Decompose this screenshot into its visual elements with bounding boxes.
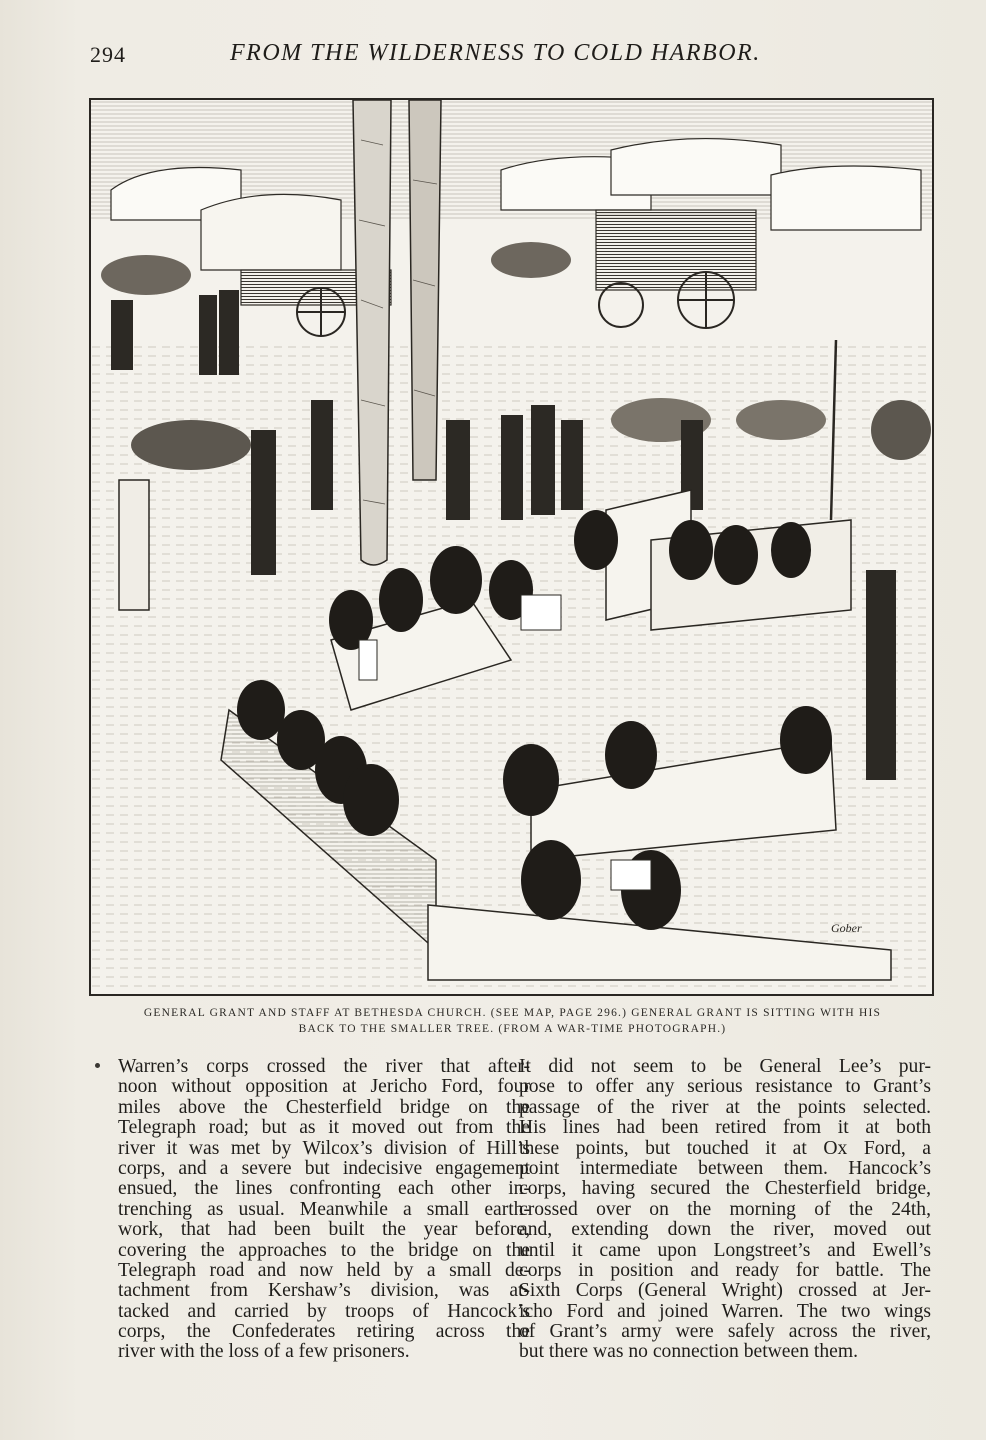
illustration-caption — [100, 1005, 925, 1037]
right-text-column — [519, 1057, 931, 1363]
text-line: river it was met by Wilcox’s division of Hill’s — [118, 1137, 530, 1159]
text-line: trenching as usual. Meanwhile a small earth- — [118, 1198, 530, 1220]
text-line: corps in position and ready for battle. The — [519, 1259, 931, 1281]
left-text-column — [118, 1057, 530, 1363]
text-line: until it came upon Longstreet’s and Ewell’s — [519, 1239, 931, 1261]
text-line: Telegraph road; but as it moved out from the — [118, 1117, 530, 1139]
running-title: FROM THE WILDERNESS TO COLD HARBOR. — [230, 40, 761, 66]
running-head — [90, 40, 935, 76]
text-line: these points, but touched it at Ox Ford, a — [519, 1137, 931, 1159]
text-line: corps, the Confederates retiring across the — [118, 1321, 530, 1343]
page-number: 294 — [90, 42, 126, 67]
text-line: work, that had been built the year before, — [118, 1219, 530, 1241]
text-line: tacked and carried by troops of Hancock’s — [118, 1300, 530, 1322]
text-line: point intermediate between them. Hancock’s — [519, 1157, 931, 1179]
text-line: noon without opposition at Jericho Ford, four — [118, 1076, 530, 1098]
text-line: miles above the Chesterfield bridge on the — [118, 1096, 530, 1118]
engraving-illustration — [89, 98, 934, 996]
text-line: His lines had been retired from it at both — [519, 1117, 931, 1139]
text-line: icho Ford and joined Warren. The two wings — [519, 1300, 931, 1322]
text-line: Telegraph road and now held by a small de- — [118, 1259, 530, 1281]
margin-mark — [95, 1063, 100, 1068]
artist-signature: Gober — [831, 921, 862, 935]
text-line: pose to offer any serious resistance to Grant’s — [519, 1076, 931, 1098]
text-line: crossed over on the morning of the 24th, — [519, 1198, 931, 1220]
text-line: It did not seem to be General Lee’s pur- — [519, 1056, 931, 1077]
text-line: river with the loss of a few prisoners. — [118, 1341, 410, 1363]
engraving-drawing — [91, 100, 932, 994]
text-line: Warren’s corps crossed the river that after- — [118, 1056, 530, 1077]
text-line: tachment from Kershaw’s division, was at- — [118, 1280, 530, 1302]
text-line: covering the approaches to the bridge on the — [118, 1239, 530, 1261]
text-line: passage of the river at the points selected. — [519, 1096, 931, 1118]
caption-line-2: BACK TO THE SMALLER TREE. (FROM A WAR-TIME PHOTOGRAPH.) — [298, 1023, 727, 1035]
text-line: Sixth Corps (General Wright) crossed at Jer- — [519, 1280, 931, 1302]
text-line: ensued, the lines confronting each other in- — [118, 1178, 530, 1200]
text-line: and, extending down the river, moved out — [519, 1219, 931, 1241]
text-line: corps, having secured the Chesterfield bridge, — [519, 1178, 931, 1200]
caption-line-1: GENERAL GRANT AND STAFF AT BETHESDA CHURCH. (SEE MAP, PAGE 296.) GENERAL GRANT IS SITTING WITH HIS — [143, 1007, 882, 1019]
text-line: of Grant’s army were safely across the river, — [519, 1321, 931, 1343]
text-line: corps, and a severe but indecisive engagement — [118, 1157, 530, 1179]
text-line: but there was no connection between them. — [519, 1341, 858, 1363]
